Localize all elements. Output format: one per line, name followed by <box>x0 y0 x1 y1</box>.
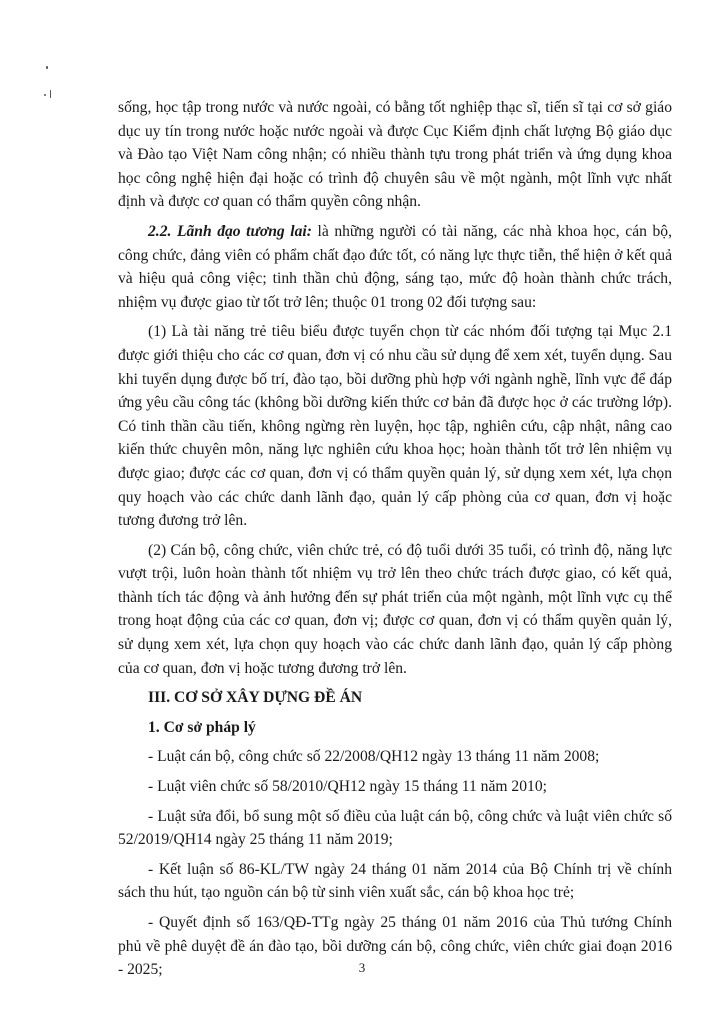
legal-item: - Luật cán bộ, công chức số 22/2008/QH12 ngày 13 tháng 11 năm 2008; <box>148 748 600 766</box>
paragraph-text: là những người có tài năng, các nhà khoa học, cán bộ, công chức, đảng viên có phẩm chất đạo đức tốt, có năng lực thực tiễn, thể hiện ở kết quả và hiệu quả công việc; tinh thần chủ động, sáng tạo, mức độ hoàn thành chức trách, nhiệm vụ được giao từ tốt trở lên; thuộc 01 trong 02 đối tượng sau: <box>118 222 672 311</box>
paragraph-criterion-2: (2) Cán bộ, công chức, viên chức trẻ, có độ tuổi dưới 35 tuổi, có trình độ, năng lực vượt trội, luôn hoàn thành tốt nhiệm vụ trở lên theo chức trách được giao, có kết quả, thành tích tác động và ảnh hưởng đến sự phát triển của một ngành, một lĩnh vực cụ thể trong hoạt động của các cơ quan, đơn vị; được cơ quan, đơn vị có thẩm quyền quản lý, sử dụng xem xét, lựa chọn quy hoạch vào các chức danh lãnh đạo, quản lý cấp phòng của cơ quan, đơn vị hoặc tương đương trở lên. <box>118 541 672 677</box>
legal-item: - Quyết định số 163/QĐ-TTg ngày 25 tháng 01 năm 2016 của Thủ tướng Chính phủ về phê duyệt đề án đào tạo, bồi dưỡng cán bộ, công chức, viên chức giai đoạn 2016 - 2025; <box>118 914 672 979</box>
legal-item: - Kết luận số 86-KL/TW ngày 24 tháng 01 năm 2014 của Bộ Chính trị về chính sách thu hút, tạo nguồn cán bộ từ sinh viên xuất sắc, cán bộ khoa học trẻ; <box>118 860 672 902</box>
legal-item: - Luật viên chức số 58/2010/QH12 ngày 15 tháng 11 năm 2010; <box>148 778 547 796</box>
legal-item: - Luật sửa đổi, bổ sung một số điều của luật cán bộ, công chức và luật viên chức số 52/2019/QH14 ngày 25 tháng 11 năm 2019; <box>118 807 672 849</box>
subsection-title: 1. Cơ sở pháp lý <box>148 718 256 736</box>
paragraph-future-leaders <box>118 220 672 314</box>
scan-speck <box>50 90 51 98</box>
section-title: III. CƠ SỞ XÂY DỰNG ĐỀ ÁN <box>148 689 363 707</box>
paragraph-criterion-1: (1) Là tài năng trẻ tiêu biểu được tuyển chọn từ các nhóm đối tượng tại Mục 2.1 được giới thiệu cho các cơ quan, đơn vị có nhu cầu sử dụng để xem xét, tuyển dụng. Sau khi tuyển dụng được bố trí, đào tạo, bồi dưỡng phù hợp với ngành nghề, lĩnh vực để đáp ứng yêu cầu công tác (không bồi dưỡng kiến thức cơ bản đã được học ở các trường lớp). Có tinh thần cầu tiến, không ngừng rèn luyện, học tập, nghiên cứu, cập nhật, nâng cao kiến thức chuyên môn, năng lực nghiên cứu khoa học; hoàn thành tốt trở lên nhiệm vụ được giao; được các cơ quan, đơn vị có thẩm quyền quản lý, sử dụng xem xét, lựa chọn quy hoạch vào các chức danh lãnh đạo, quản lý cấp phòng của cơ quan, đơn vị hoặc tương đương trở lên. <box>118 323 672 530</box>
document-body <box>118 96 672 988</box>
paragraph-continuation: sống, học tập trong nước và nước ngoài, có bằng tốt nghiệp thạc sĩ, tiến sĩ tại cơ sở giáo dục uy tín trong nước hoặc nước ngoài và được Cục Kiểm định chất lượng Bộ giáo dục và Đào tạo Việt Nam công nhận; có nhiều thành tựu trong phát triển và ứng dụng khoa học công nghệ hiện đại hoặc có trình độ chuyên sâu về một ngành, một lĩnh vực nhất định và được cơ quan có thẩm quyền công nhận. <box>118 99 672 211</box>
scan-speck <box>44 94 46 96</box>
paragraph-label: 2.2. Lãnh đạo tương lai: <box>148 222 312 240</box>
scan-speck <box>46 66 48 69</box>
page-number: 3 <box>358 960 366 975</box>
